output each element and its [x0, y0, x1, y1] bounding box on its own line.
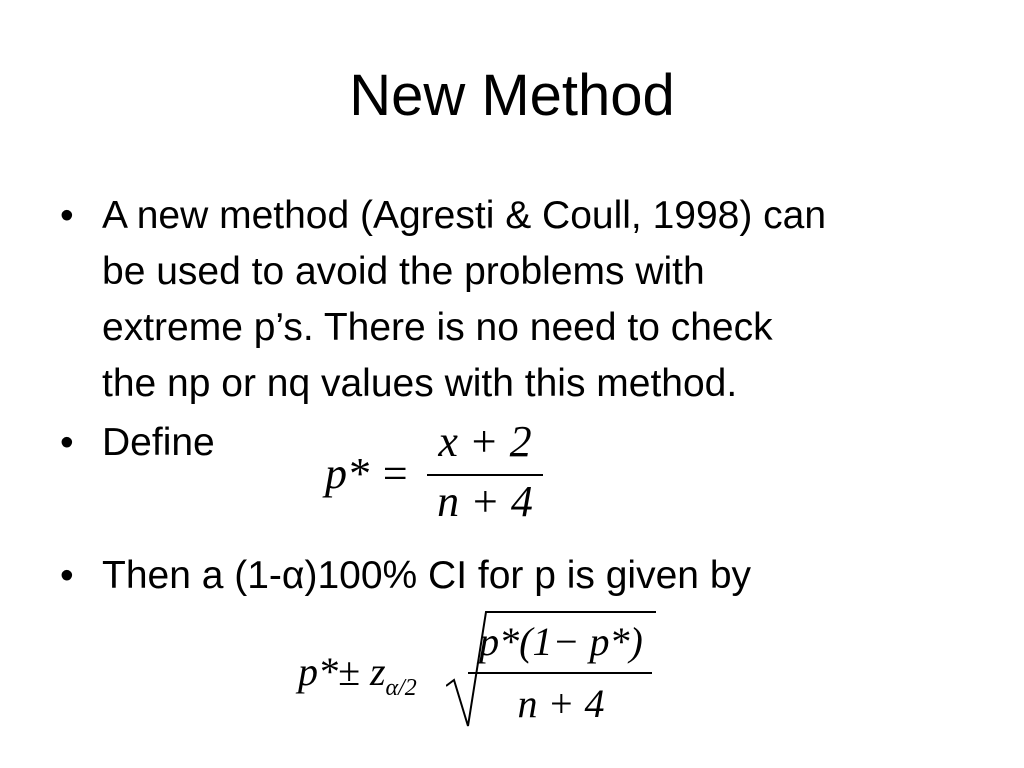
bullet-marker: • [60, 421, 74, 464]
fraction-bar [468, 672, 652, 674]
bullet-line: extreme p’s. There is no need to check [102, 306, 773, 349]
p-star-formula [325, 418, 555, 530]
bullet-marker: • [60, 194, 74, 237]
bullet-text: Define [102, 421, 215, 464]
slide-title: New Method [349, 63, 675, 128]
confidence-interval-formula [298, 600, 678, 740]
formula-denominator: n + 4 [437, 477, 533, 526]
formula-numerator: x + 2 [438, 417, 532, 466]
formula-lhs: p* = [325, 449, 410, 498]
formula-numerator: p*(1− p*) [479, 619, 643, 664]
bullet-marker: • [60, 554, 74, 597]
bullet-line: the np or nq values with this method. [102, 362, 738, 405]
formula-lhs-text: p*± z [298, 649, 386, 694]
formula-subscript: α/2 [385, 675, 417, 701]
formula-lhs [298, 648, 417, 701]
bullet-text: Then a (1-α)100% CI for p is given by [102, 554, 752, 597]
formula-denominator: n + 4 [517, 681, 605, 726]
bullet-item [60, 548, 960, 604]
bullet-line: be used to avoid the problems with [102, 250, 705, 293]
bullet-line: A new method (Agresti & Coull, 1998) can [102, 194, 827, 237]
bullet-item [60, 188, 960, 412]
